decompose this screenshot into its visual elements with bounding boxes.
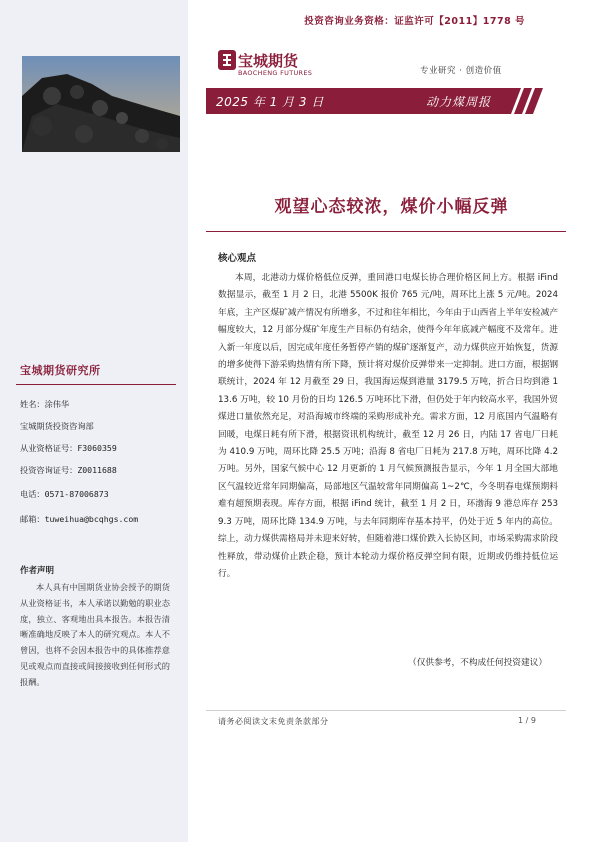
brand-name-cn: 宝城期货 (238, 52, 299, 70)
coal-photo (22, 56, 180, 152)
phone: 电话：0571-87006873 (20, 489, 109, 499)
qualification-cert: 从业资格证号：F3060359 (20, 443, 117, 453)
page-number: 1 / 9 (518, 716, 536, 725)
core-view-paragraph: 本周，北港动力煤价格低位反弹，重回港口电煤长协合理价格区间上方。根据 iFind 数据显示，截至 1 月 2 日，北港 5500K 报价 765 元/吨，周环比上涨 5 元/吨。2024 年底，主产区煤矿减产情况有所增多，不过和往年相比，今年由于山西省上半年安检减产幅度较大，12 月部分煤矿年度生产目标仍有结余，使得今年年底减产幅度不及常年。进入新一年度以后，因完成年度任务暂停产销的煤矿逐渐复产，动力煤供应开始恢复，货源的增多使得下游采购热情有所下降，预计将对煤价反弹带来一定抑制。进口方面，根据钢联统计，2024 年 12 月截至 29 日，我国海运煤到港量 3179.5 万吨，折合日均到港 113.6 万吨，较 10 月份的日均 126.5 万吨环比下滑，但仍处于年内较高水平，我国外贸煤进口量依然充足，对沿海城市终端的采购形成补充。需求方面，12 月底国内气温略有回暖，电煤日耗有所下滑，根据资讯机构统计，截至 12 月 26 日，内陆 17 省电厂日耗为 410.9 万吨，周环比降 25.5 万吨；沿海 8 省电厂日耗为 217.8 万吨，周环比降 4.2 万吨。另外，国家气候中心 12 月更新的 1 月气候预测报告显示，今年 1 月全国大部地区气温较近常年同期偏高，局部地区气温较常年同期偏高 1~2℃，今冬明春电煤预期料难有超预期表现。库存方面，根据 iFind 统计，截至 1 月 2 日，环渤海 9 港总库存 2539.3 万吨，周环比降 134.9 万吨，与去年同期库存基本持平，仍处于近 5 年内的高位。综上，动力煤供需格局并未迎来好转，但随着港口煤价跌入长协区间，市场采购需求阶段性释放，带动煤价止跌企稳，预计本轮动力煤价格反弹空间有限，近期或仍维持低位运行。 (218, 273, 558, 579)
footer-notice: 请务必阅读文末免责条款部分 (218, 717, 329, 726)
qualification-note: 投资咨询业务资格：证监许可【2011】1778 号 (304, 16, 525, 27)
declaration-heading: 作者声明 (20, 566, 55, 576)
institute-divider (16, 384, 176, 385)
institute-name: 宝城期货研究所 (20, 364, 101, 377)
footer-divider (206, 710, 566, 711)
analyst-name: 姓名：涂伟华 (20, 399, 70, 409)
report-date: 2025 年 1 月 3 日 (216, 95, 324, 109)
report-title: 观望心态较浓，煤价小幅反弹 (274, 197, 509, 217)
department: 宝城期货投资咨询部 (20, 421, 94, 431)
brand-name-en: BAOCHENG FUTURES (238, 69, 313, 77)
author-declaration: 本人具有中国期货业协会授予的期货从业资格证书，本人承诺以勤勉的职业态度，独立、客观地出具本报告。本报告清晰准确地反映了本人的研究观点。本人不曾因，也将不会因本报告中的具体推荐意见或观点而直接或间接接收到任何形式的报酬。 (20, 582, 170, 687)
reference-disclaimer: （仅供参考，不构成任何投资建议） (408, 658, 547, 668)
email[interactable]: 邮箱：tuweihua@bcqhgs.com (20, 514, 139, 524)
slogan: 专业研究 · 创造价值 (420, 66, 502, 76)
report-type: 动力煤周报 (426, 95, 492, 109)
section-heading: 核心观点 (218, 253, 257, 264)
brand-mark-icon (218, 48, 238, 72)
title-divider (206, 231, 566, 232)
consult-cert: 投资咨询证号：Z0011688 (20, 465, 117, 475)
